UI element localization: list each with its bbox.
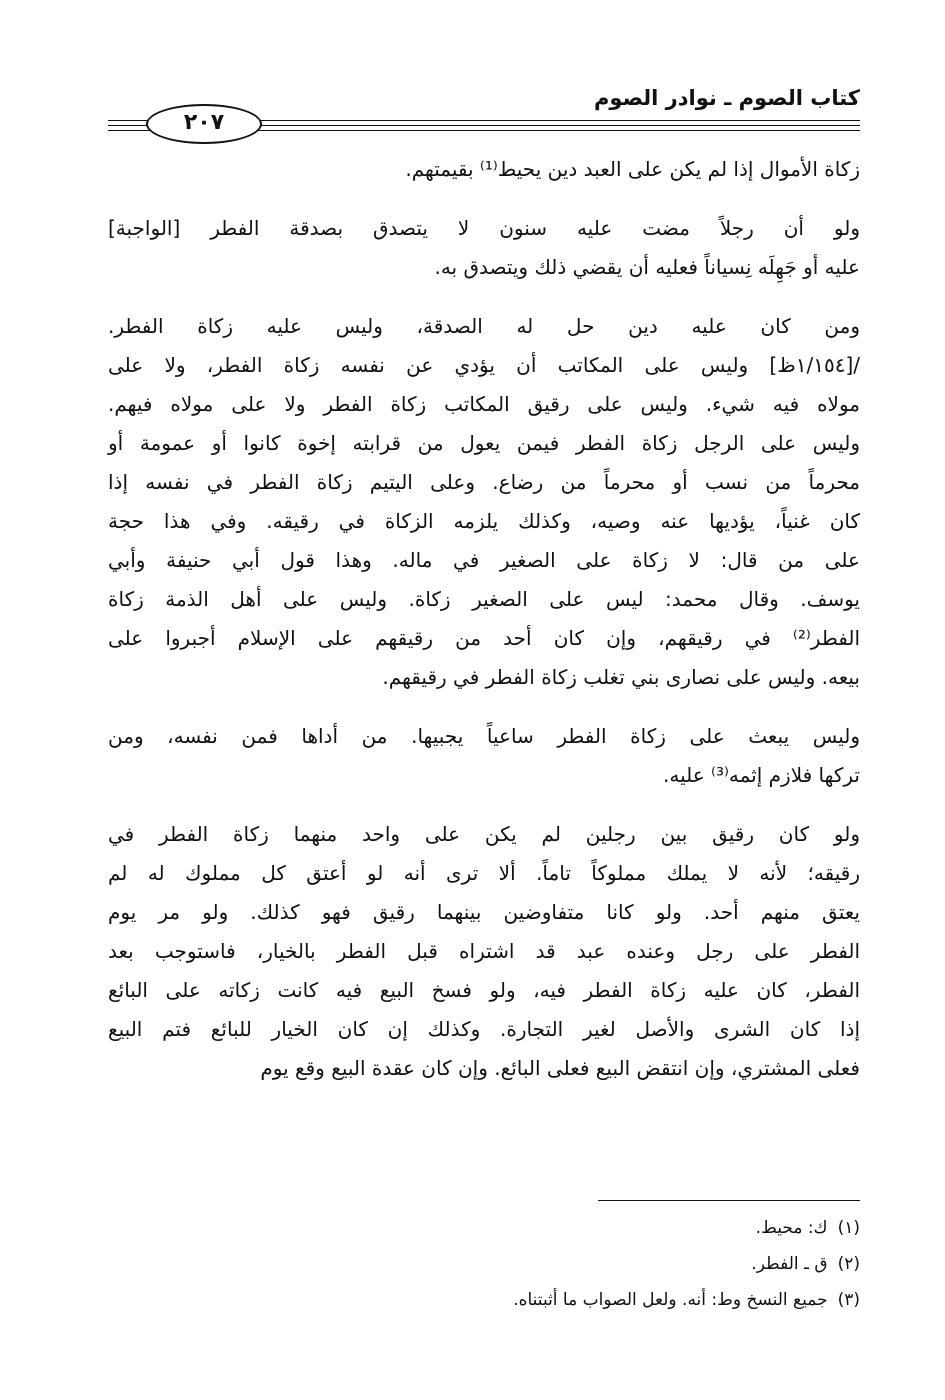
footnote-separator (598, 1200, 860, 1201)
page-header (108, 82, 860, 138)
text-line: وليس على الرجل زكاة الفطر فيمن يعول من قرابته إخوة كانوا أو عمومة أو (108, 431, 860, 455)
text-line: عليه أو جَهِلَه نِسياناً فعليه أن يقضي ذلك ويتصدق به. (434, 255, 860, 279)
footnote (108, 1282, 860, 1318)
text-line: إذا كان الشرى والأصل لغير التجارة. وكذلك إن كان الخيار للبائع فتم البيع (108, 1017, 860, 1041)
text-line: يعتق منهم أحد. ولو كانا متفاوضين بينهما رقيق فهو كذلك. ولو مر يوم (108, 900, 860, 924)
text-line: وليس يبعث على زكاة الفطر ساعياً يجبيها. من أداها فمن نفسه، ومن (108, 724, 860, 748)
text-line: الفطر على رجل وعنده عبد قد اشتراه قبل الفطر بالخيار، فاستوجب بعد (108, 939, 860, 963)
footnote (108, 1210, 860, 1246)
body-text (108, 150, 860, 1088)
text-line: رقيقه؛ لأنه لا يملك مملوكاً تاماً. ألا ترى أنه لو أعتق كل مملوك له لم (108, 861, 860, 885)
footnote (108, 1246, 860, 1282)
text-line: /[١/١٥٤ظ] وليس على المكاتب أن يؤدي عن نفسه زكاة الفطر، ولا على (108, 353, 860, 377)
text-line: ولو كان رقيق بين رجلين لم يكن على واحد منهما زكاة الفطر في (108, 822, 860, 846)
footnotes (108, 1210, 860, 1318)
paragraph (108, 307, 860, 697)
text-line: محرماً من نسب أو محرماً من رضاع. وعلى اليتيم زكاة الفطر في نفسه إذا (108, 470, 860, 494)
footnote-number: (٢) (837, 1254, 860, 1274)
text-line: بيعه. وليس على نصارى بني تغلب زكاة الفطر في رقيقهم. (382, 665, 860, 689)
text-line: الفطر⁽²⁾ في رقيقهم، وإن كان أحد من رقيقهم على الإسلام أجبروا على (108, 626, 860, 650)
page-number: ٢٠٧ (146, 104, 262, 144)
text-line: على من قال: لا زكاة على الصغير في ماله. وهذا قول أبي حنيفة وأبي (108, 548, 860, 572)
text-line: زكاة الأموال إذا لم يكن على العبد دين يحيط⁽¹⁾ بقيمتهم. (405, 157, 860, 181)
text-line: ومن كان عليه دين حل له الصدقة، وليس عليه زكاة الفطر. (108, 314, 860, 338)
footnote-text: ق ـ الفطر. (751, 1254, 828, 1274)
text-line: مولاه فيه شيء. وليس على رقيق المكاتب زكاة الفطر ولا على مولاه فيهم. (108, 392, 860, 416)
paragraph-gap (108, 287, 860, 307)
footnote-number: (١) (837, 1218, 860, 1238)
running-title: كتاب الصوم ـ نوادر الصوم (594, 86, 860, 110)
paragraph-gap (108, 697, 860, 717)
paragraph (108, 717, 860, 795)
text-line: الفطر، كان عليه زكاة الفطر فيه، ولو فسخ البيع فيه كانت زكاته على البائع (108, 978, 860, 1002)
footnote-number: (٣) (837, 1290, 860, 1310)
paragraph (108, 150, 860, 189)
text-line: يوسف. وقال محمد: ليس على الصغير زكاة. وليس على أهل الذمة زكاة (108, 587, 860, 611)
text-line: تركها فلازم إثمه⁽³⁾ عليه. (663, 763, 860, 787)
paragraph-gap (108, 189, 860, 209)
footnote-text: ك: محيط. (755, 1218, 828, 1238)
text-line: كان غنياً، يؤديها عنه وصيه، وكذلك يلزمه الزكاة في رقيقه. وفي هذا حجة (108, 509, 860, 533)
paragraph (108, 209, 860, 287)
text-line: ولو أن رجلاً مضت عليه سنون لا يتصدق بصدقة الفطر [الواجبة] (108, 216, 860, 240)
paragraph (108, 815, 860, 1088)
footnote-text: جميع النسخ وط: أنه. ولعل الصواب ما أثبتناه. (513, 1290, 828, 1310)
text-line: فعلى المشتري، وإن انتقض البيع فعلى البائع. وإن كان عقدة البيع وقع يوم (260, 1056, 860, 1080)
paragraph-gap (108, 795, 860, 815)
